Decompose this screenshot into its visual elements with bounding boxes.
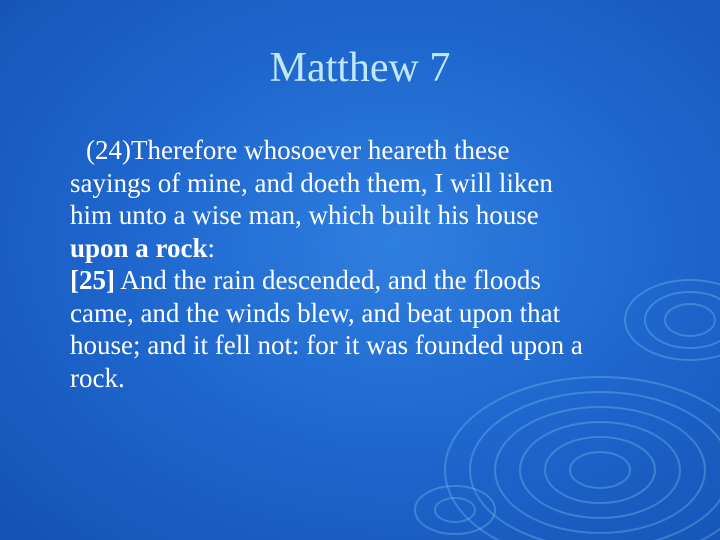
line-rest: : bbox=[207, 232, 216, 263]
verse-number: [25] bbox=[70, 265, 115, 295]
text-line: rock. bbox=[70, 362, 125, 393]
text-line: house; and it fell not: for it was founded upon a bbox=[70, 330, 583, 360]
text-line bbox=[70, 232, 710, 265]
text-line: sayings of mine, and doeth them, I will liken bbox=[70, 167, 553, 198]
text-line: (24)Therefore whosoever heareth these bbox=[86, 135, 510, 165]
slide-title: Matthew 7 bbox=[269, 45, 451, 91]
text-line: came, and the winds blew, and beat upon that bbox=[70, 297, 561, 328]
scripture-text bbox=[70, 134, 710, 394]
line-rest: And the rain descended, and the floods bbox=[114, 265, 541, 295]
text-line bbox=[70, 264, 710, 297]
bold-phrase: upon a rock bbox=[70, 232, 208, 263]
text-line: him unto a wise man, which built his house bbox=[70, 200, 539, 230]
